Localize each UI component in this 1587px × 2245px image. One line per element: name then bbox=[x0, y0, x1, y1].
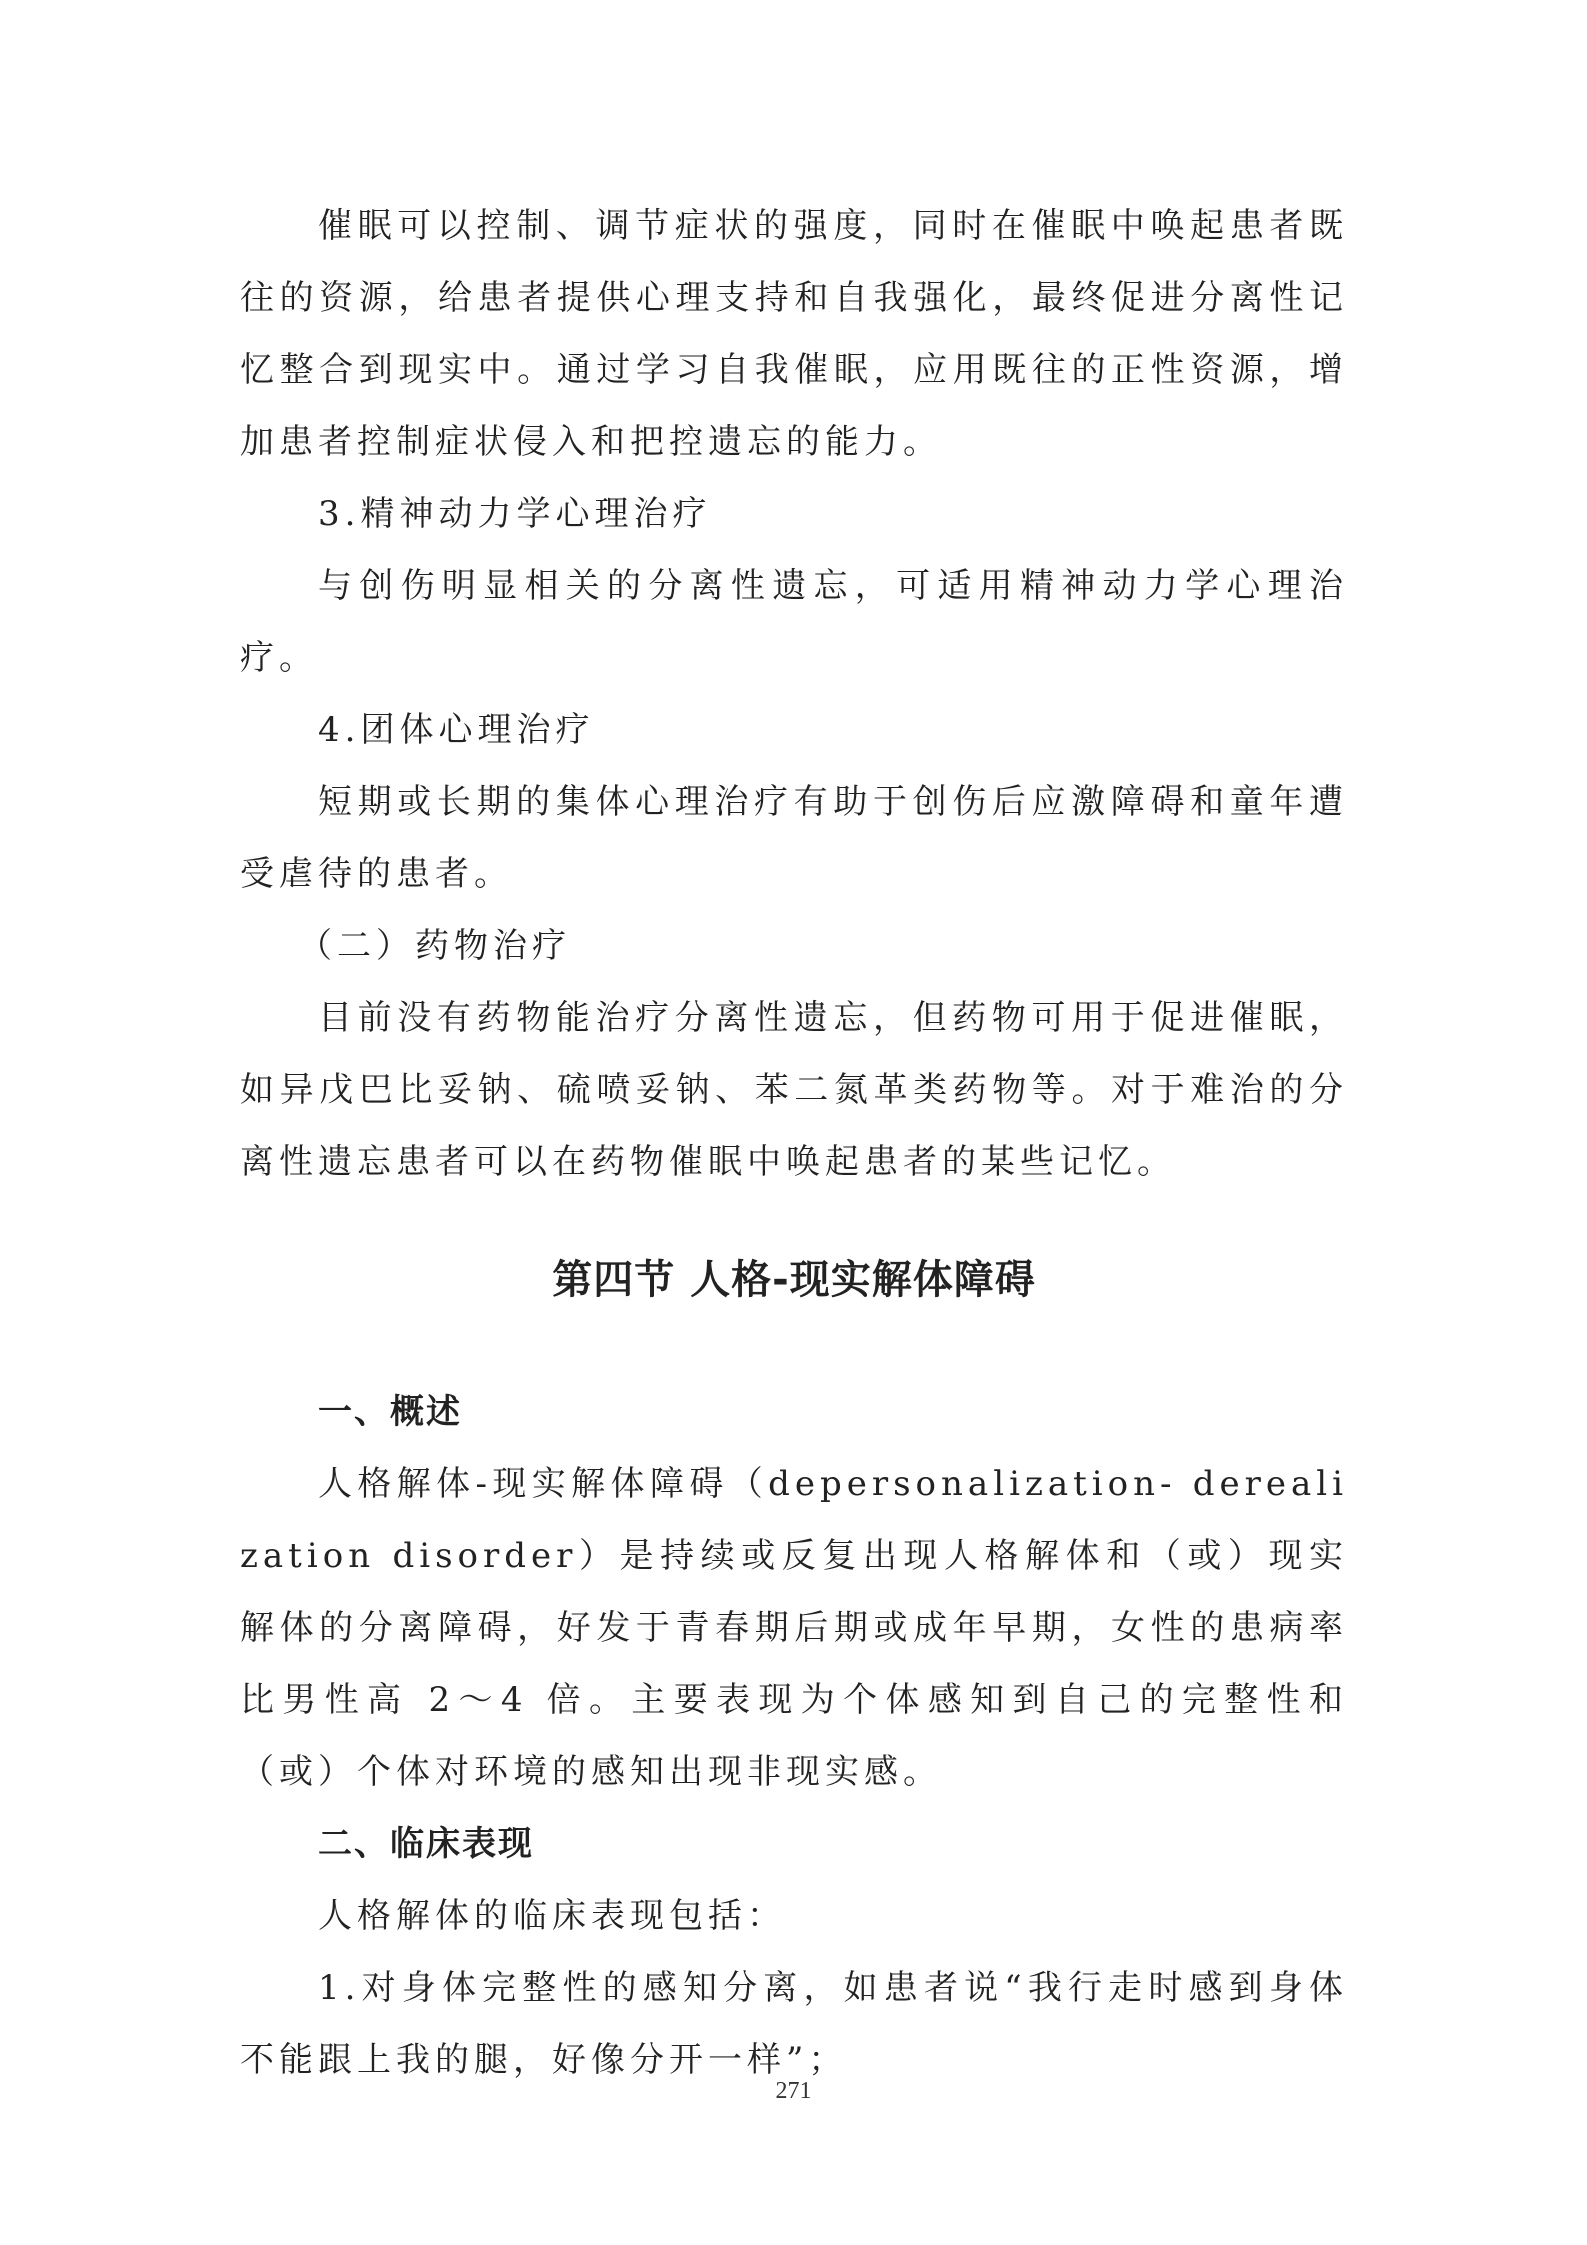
item-3-title: 3.精神动力学心理治疗 bbox=[318, 494, 712, 534]
clinical-intro: 人格解体的临床表现包括： bbox=[318, 1896, 786, 1936]
drug-treatment-body: 目前没有药物能治疗分离性遗忘，但药物可用于促进催眠，如异戊巴比妥钠、硫喷妥钠、苯二氮革类药物等。对于难治的分离性遗忘患者可以在药物催眠中唤起患者的某些记忆。 bbox=[240, 998, 1348, 1182]
overview-body: 人格解体-现实解体障碍（depersonalization- derealization disorder）是持续或反复出现人格解体和（或）现实解体的分离障碍，好发于青春期后期或成年早期，女性的患病率比男性高 2～4 倍。主要表现为个体感知到自己的完整性和（或）个体对环境的感知出现非现实感。 bbox=[240, 1464, 1348, 1792]
item-3-body: 与创伤明显相关的分离性遗忘，可适用精神动力学心理治疗。 bbox=[240, 566, 1348, 678]
item-4-body: 短期或长期的集体心理治疗有助于创伤后应激障碍和童年遭受虐待的患者。 bbox=[240, 782, 1348, 894]
section-title: 第四节 人格-现实解体障碍 bbox=[552, 1257, 1036, 1303]
page-number: 271 bbox=[775, 2078, 812, 2104]
clinical-item-1: 1.对身体完整性的感知分离，如患者说“我行走时感到身体不能跟上我的腿，好像分开一样”； bbox=[240, 1968, 1348, 2080]
drug-treatment-heading: （二）药物治疗 bbox=[298, 926, 571, 966]
paragraph-hypnosis: 催眠可以控制、调节症状的强度，同时在催眠中唤起患者既往的资源，给患者提供心理支持和自我强化，最终促进分离性记忆整合到现实中。通过学习自我催眠，应用既往的正性资源，增加患者控制症状侵入和把控遗忘的能力。 bbox=[240, 206, 1348, 462]
page-content bbox=[240, 190, 1348, 2096]
item-4-title: 4.团体心理治疗 bbox=[318, 710, 595, 750]
overview-heading: 一、概述 bbox=[318, 1392, 462, 1432]
clinical-heading: 二、临床表现 bbox=[318, 1824, 534, 1864]
